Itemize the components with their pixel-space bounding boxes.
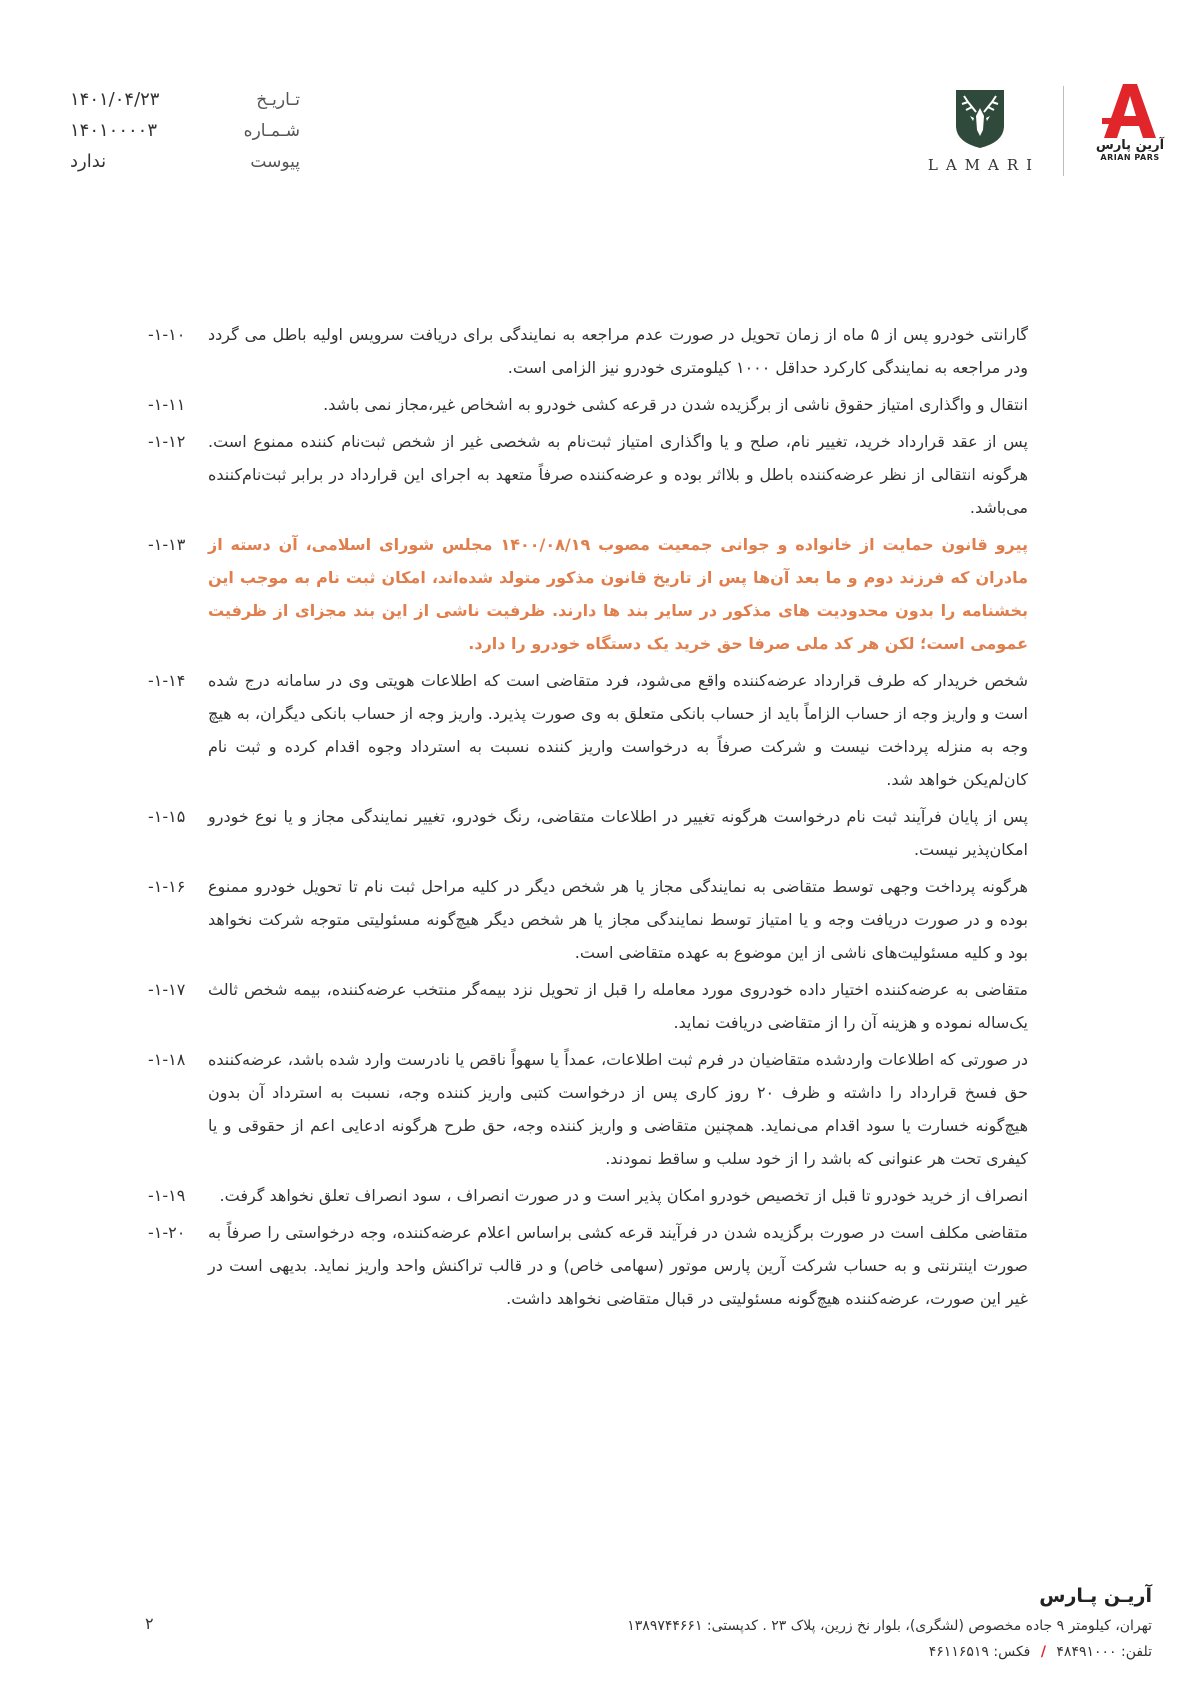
lamari-logo <box>915 86 1045 174</box>
clause-text-highlighted: پیرو قانون حمایت از خانواده و جوانی جمعیت مصوب ۱۴۰۰/۰۸/۱۹ مجلس شورای اسلامی، آن دسته از مادران که فرزند دوم و ما بعد آن‌ها پس از تاریخ قانون مذکور متولد شده‌اند، امکان ثبت نام به موجب این بخشنامه را بدون محدودیت های مذکور در سایر بند ها دارند. ظرفیت ناشی از این بند مجزای از ظرفیت عمومی است؛ لکن هر کد ملی صرفا حق خرید یک دستگاه خودرو را دارد. <box>208 535 1029 653</box>
meta-row-attachment <box>70 146 300 177</box>
clause-1-11 <box>148 388 1028 421</box>
clause-1-13 <box>148 528 1028 660</box>
clause-1-20 <box>148 1216 1028 1315</box>
clause-1-16 <box>148 870 1028 969</box>
clause-number: -۱-۱۳ <box>148 535 186 554</box>
clause-1-12 <box>148 425 1028 524</box>
clause-text: در صورتی که اطلاعات واردشده متقاضیان در فرم ثبت اطلاعات، عمداً یا سهواً ناقص یا نادرست وارد شده باشد، عرضه‌کننده حق فسخ قرارداد را داشته و ظرف ۲۰ روز کاری پس از درخواست کتبی واریز کننده وجه، نسبت به استرداد آن بدون هیچ‌گونه خسارت یا سود اقدام می‌نماید. همچنین متقاضی و واریز کننده وجه، حق طرح هرگونه ادعایی اعم از حقوقی و یا کیفری تحت هر عنوانی که باشد را از خود سلب و ساقط نمودند. <box>208 1050 1028 1168</box>
clause-number: -۱-۱۹ <box>148 1186 186 1205</box>
clause-text: انتقال و واگذاری امتیاز حقوق ناشی از برگزیده شدن در قرعه کشی خودرو به اشخاص غیر،مجاز نمی باشد. <box>323 395 1028 414</box>
meta-attachment-value: ندارد <box>70 151 107 172</box>
clause-number: -۱-۱۷ <box>148 980 186 999</box>
footer-address: تهران، کیلومتر ۹ جاده مخصوص (لشگری)، بلوار نخ زرین، پلاک ۲۳ . کدپستی: ۱۳۸۹۷۴۴۶۶۱ <box>627 1618 1152 1634</box>
clause-1-18 <box>148 1043 1028 1175</box>
footer <box>452 1585 1152 1665</box>
meta-number-value: ۱۴۰۱۰۰۰۰۳ <box>70 120 158 141</box>
arian-logo-name-en: ARIAN PARS <box>1100 153 1160 162</box>
meta-date-label: تـاریـخ <box>256 89 300 110</box>
footer-fax: فکس: ۴۶۱۱۶۵۱۹ <box>928 1644 1031 1660</box>
clause-text: شخص خریدار که طرف قرارداد عرضه‌کننده واقع می‌شود، فرد متقاضی است که اطلاعات هویتی وی در سامانه درج شده است و واریز وجه از حساب الزاماً باید از حساب بانکی متعلق به وی صورت پذیرد. واریز وجه از حساب بانکی دیگران، به هیچ وجه به منزله پرداخت نیست و شرکت صرفاً به درخواست واریز کننده نسبت به استرداد وجوه اقدام کرده و ثبت نام کان‌لم‌یکن خواهد شد. <box>208 671 1028 789</box>
meta-date-value: ۱۴۰۱/۰۴/۲۳ <box>70 89 160 110</box>
clause-1-14 <box>148 664 1028 796</box>
footer-phone: تلفن: ۴۸۴۹۱۰۰۰ <box>1056 1644 1152 1660</box>
clause-text: پس از پایان فرآیند ثبت نام درخواست هرگونه تغییر در اطلاعات متقاضی، رنگ خودرو، تغییر نمایندگی مجاز و یا نوع خودرو امکان‌پذیر نیست. <box>208 807 1028 859</box>
clause-1-17 <box>148 973 1028 1039</box>
footer-company-name: آریـن پـارس <box>1039 1585 1152 1607</box>
clause-1-19 <box>148 1179 1028 1212</box>
clause-text: انصراف از خرید خودرو تا قبل از تخصیص خودرو امکان پذیر است و در صورت انصراف ، سود انصراف تعلق نخواهد گرفت. <box>219 1186 1028 1205</box>
clause-number: -۱-۱۶ <box>148 877 186 896</box>
lamari-wordmark: LAMARI <box>927 156 1041 174</box>
clause-number: -۱-۲۰ <box>148 1223 186 1242</box>
logo-divider <box>1063 86 1064 176</box>
arian-pars-a-icon <box>1102 82 1158 140</box>
clause-number: -۱-۱۵ <box>148 807 186 826</box>
clauses-list <box>148 318 1028 1319</box>
clause-text: گارانتی خودرو پس از ۵ ماه از زمان تحویل در صورت عدم مراجعه به نمایندگی برای دریافت سرویس اولیه باطل می گردد ودر مراجعه به نمایندگی کارکرد حداقل ۱۰۰۰ کیلومتری خودرو نیز الزامی است. <box>208 325 1028 377</box>
page-number: ۲ <box>145 1614 154 1633</box>
clause-text: متقاضی به عرضه‌کننده اختیار داده خودروی مورد معامله را قبل از تحویل نزد بیمه‌گر منتخب عرضه‌کننده، بیمه شخص ثالث یک‌ساله نموده و هزینه آن را از متقاضی دریافت نماید. <box>208 980 1028 1032</box>
clause-number: -۱-۱۴ <box>148 671 186 690</box>
meta-row-date <box>70 84 300 115</box>
meta-attachment-label: پیوست <box>250 151 300 172</box>
clause-text: متقاضی مکلف است در صورت برگزیده شدن در فرآیند قرعه کشی براساس اعلام عرضه‌کننده، وجه درخواستی را صرفاً به صورت اینترنتی و به حساب شرکت آرین پارس موتور (سهامی خاص) و در قالب تراکنش واحد واریز نماید. بدیهی است در غیر این صورت، عرضه‌کننده هیچ‌گونه مسئولیتی در قبال متقاضی نخواهد داشت. <box>208 1223 1028 1308</box>
clause-number: -۱-۱۱ <box>148 395 186 414</box>
clause-number: -۱-۱۰ <box>148 325 186 344</box>
deer-shield-icon <box>952 86 1008 150</box>
meta-number-label: شـمـاره <box>243 120 300 141</box>
footer-separator: / <box>1040 1644 1046 1660</box>
meta-row-number <box>70 115 300 146</box>
document-meta <box>70 84 300 177</box>
arian-pars-logo <box>1090 82 1170 162</box>
clause-text: هرگونه پرداخت وجهی توسط متقاضی به نمایندگی مجاز یا هر شخص دیگر در کلیه مراحل ثبت نام تا تحویل خودرو ممنوع بوده و در صورت دریافت وجه و یا امتیاز توسط نمایندگی مجاز یا هر شخص دیگر هیچ‌گونه مسئولیتی متوجه شرکت نخواهد بود و کلیه مسئولیت‌های ناشی از این موضوع به عهده متقاضی است. <box>208 877 1028 962</box>
clause-text: پس از عقد قرارداد خرید، تغییر نام، صلح و یا واگذاری امتیاز ثبت‌نام به شخصی غیر از شخص ثبت‌نام کننده ممنوع است. هرگونه انتقالی از نظر عرضه‌کننده باطل و بلااثر بوده و عرضه‌کننده صرفاً متعهد به اجرای این قرارداد در برابر ثبت‌نام‌کننده می‌باشد. <box>208 432 1028 517</box>
clause-1-15 <box>148 800 1028 866</box>
footer-contact <box>452 1639 1152 1665</box>
clause-number: -۱-۱۸ <box>148 1050 186 1069</box>
clause-1-10 <box>148 318 1028 384</box>
arian-logo-name-fa: آرین پارس <box>1095 138 1165 153</box>
clause-number: -۱-۱۲ <box>148 432 186 451</box>
